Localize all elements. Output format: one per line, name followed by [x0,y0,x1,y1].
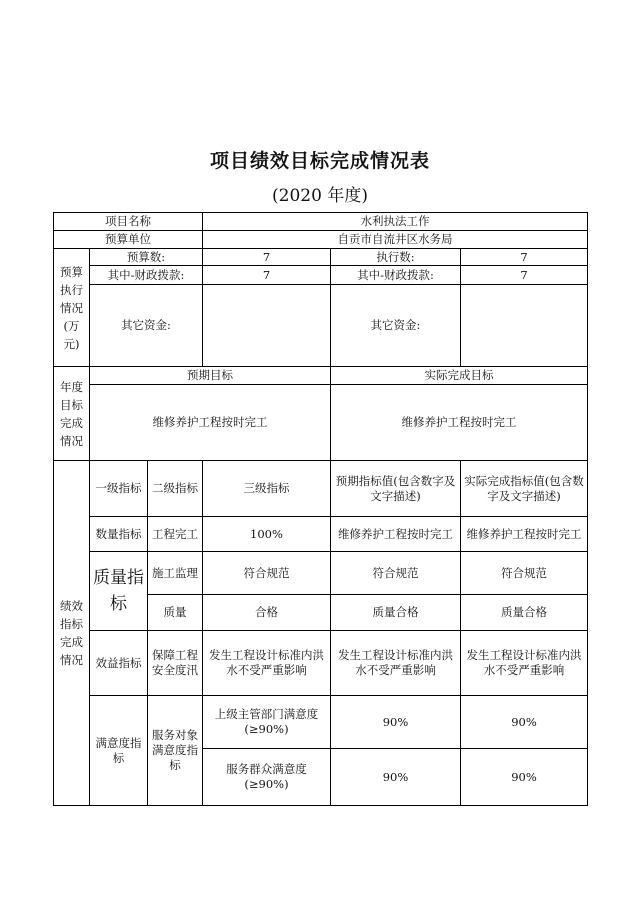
satisfaction-level3-a: 上级主管部门满意度(≥90%) [202,695,331,749]
quality-actual-b: 质量合格 [460,594,588,631]
benefit-level2: 保障工程安全度汛 [147,630,203,696]
executed-label: 执行数: [330,248,461,266]
benefit-expected: 发生工程设计标准内洪水不受严重影响 [330,630,461,696]
satisfaction-level1: 满意度指标 [89,695,148,806]
quality-expected-a: 符合规范 [330,551,461,595]
header-level1: 一级指标 [89,460,148,517]
other-funds-value-2 [460,284,588,367]
other-funds-label: 其它资金: [89,284,203,367]
expected-target-label: 预期目标 [89,366,331,385]
header-expected: 预期指标值(包含数字及文字描述) [330,460,461,517]
quality-expected-b: 质量合格 [330,594,461,631]
quality-actual-a: 符合规范 [460,551,588,595]
page-title: 项目绩效目标完成情况表 [209,150,430,172]
budget-section-label: 预算执行情况(万元) [53,248,90,367]
project-name-label: 项目名称 [53,212,203,231]
project-name-value: 水利执法工作 [202,212,588,231]
budget-amount-value: 7 [202,248,331,266]
quality-level2-b: 质量 [147,594,203,631]
expected-target-value: 维修养护工程按时完工 [89,384,331,461]
header-level3: 三级指标 [202,460,331,517]
quality-level2-a: 施工监理 [147,551,203,595]
other-funds-label-2: 其它资金: [330,284,461,367]
quality-level1: 质量指标 [89,551,148,631]
other-funds-value [202,284,331,367]
quality-level3-a: 符合规范 [202,551,331,595]
quantity-level2: 工程完工 [147,516,203,552]
quantity-level3: 100% [202,516,331,552]
satisfaction-actual-b: 90% [460,748,588,806]
budget-unit-value: 自贡市自流井区水务局 [202,230,588,249]
fiscal-value: 7 [202,265,331,285]
fiscal-label-2: 其中-财政拨款: [330,265,461,285]
benefit-level1: 效益指标 [89,630,148,696]
quantity-expected: 维修养护工程按时完工 [330,516,461,552]
quality-level3-b: 合格 [202,594,331,631]
fiscal-value-2: 7 [460,265,588,285]
actual-target-label: 实际完成目标 [330,366,588,385]
budget-amount-label: 预算数: [89,248,203,266]
annual-section-label: 年度目标完成情况 [53,366,90,461]
satisfaction-expected-a: 90% [330,695,461,749]
quantity-level1: 数量指标 [89,516,148,552]
satisfaction-level2: 服务对象满意度指标 [147,695,203,806]
perf-section-label: 绩效指标完成情况 [53,460,90,806]
page-subtitle: (2020 年度) [272,186,368,206]
fiscal-label: 其中-财政拨款: [89,265,203,285]
header-level2: 二级指标 [147,460,203,517]
budget-unit-label: 预算单位 [53,230,203,249]
benefit-level3: 发生工程设计标准内洪水不受严重影响 [202,630,331,696]
header-actual: 实际完成指标值(包含数字及文字描述) [460,460,588,517]
quantity-actual: 维修养护工程按时完工 [460,516,588,552]
actual-target-value: 维修养护工程按时完工 [330,384,588,461]
executed-value: 7 [460,248,588,266]
benefit-actual: 发生工程设计标准内洪水不受严重影响 [460,630,588,696]
satisfaction-level3-b: 服务群众满意度(≥90%) [202,748,331,806]
satisfaction-expected-b: 90% [330,748,461,806]
satisfaction-actual-a: 90% [460,695,588,749]
